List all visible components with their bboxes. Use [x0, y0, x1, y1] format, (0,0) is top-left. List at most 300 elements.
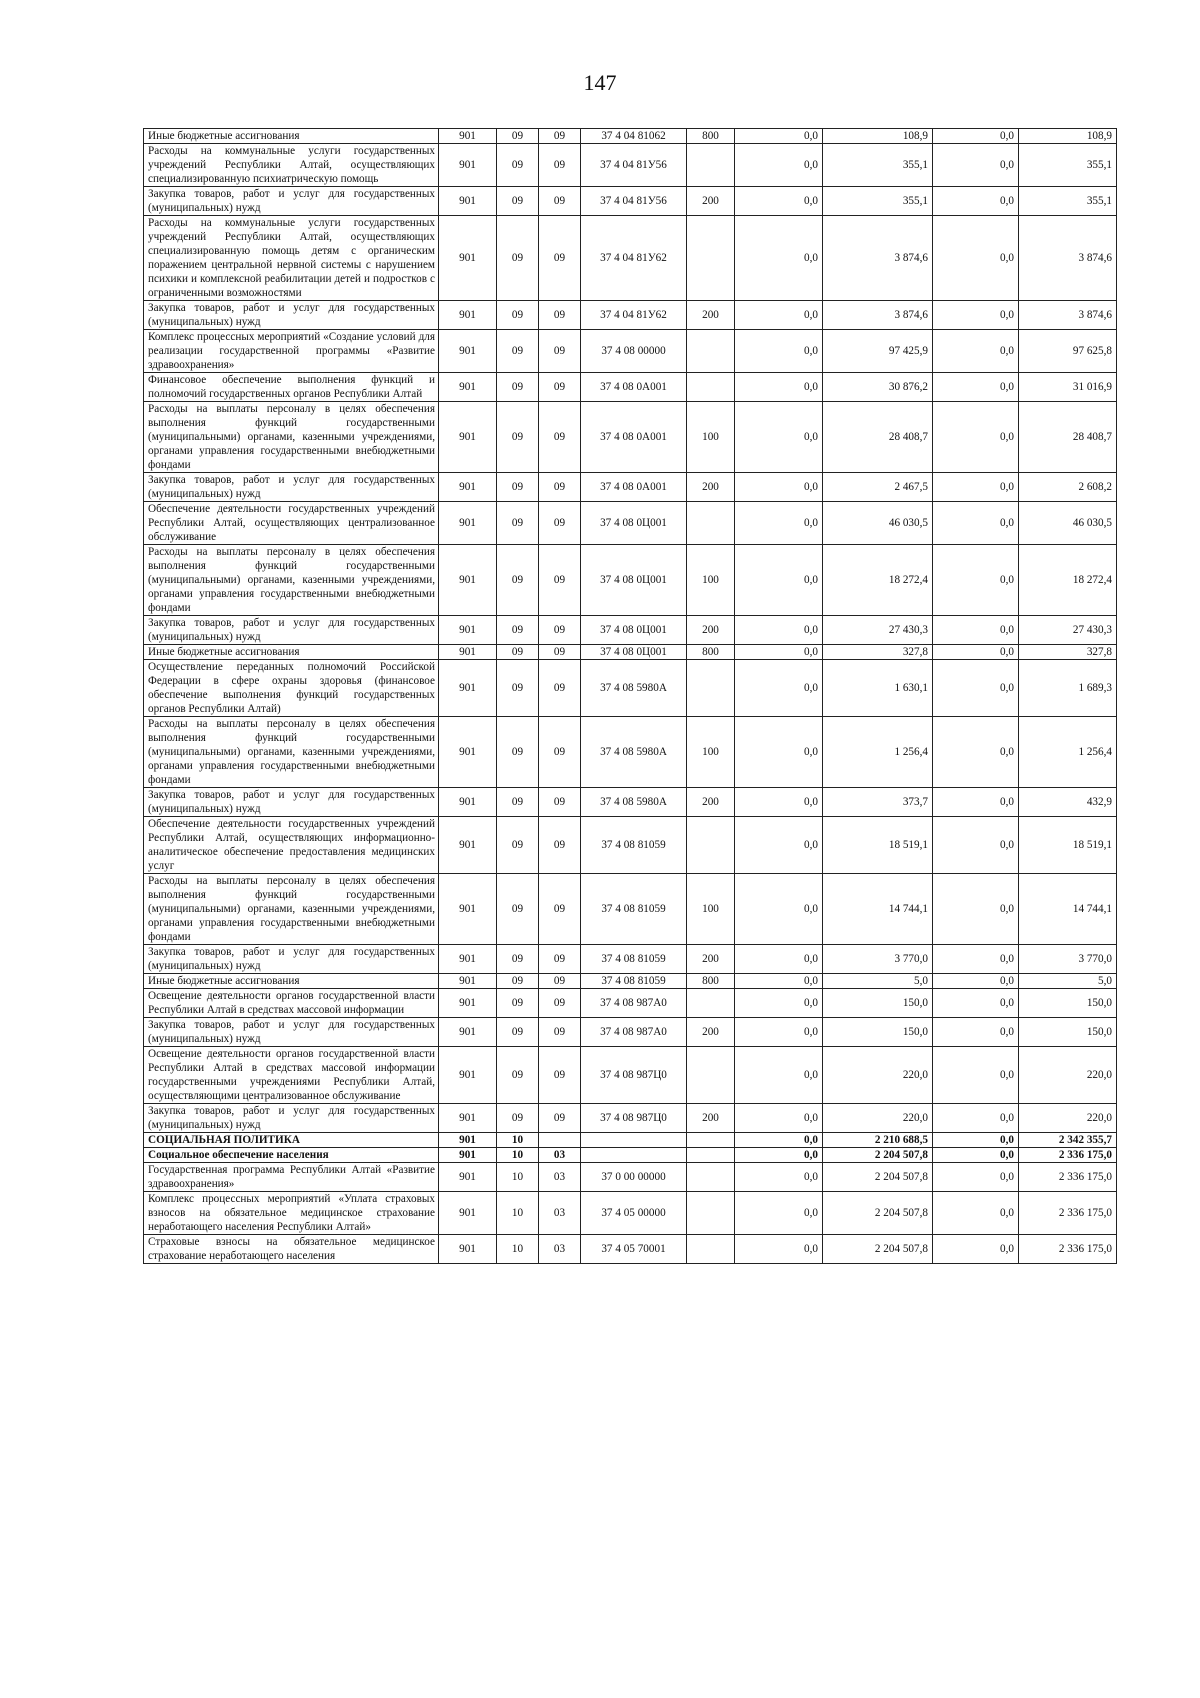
- table-row: [144, 1163, 1117, 1192]
- cell-grbs: 901: [439, 402, 497, 473]
- cell-section: 09: [497, 144, 539, 187]
- cell-expense-type: [687, 216, 735, 301]
- cell-section: 09: [497, 817, 539, 874]
- cell-expense-type: 200: [687, 473, 735, 502]
- cell-amount-4: 3 874,6: [1019, 301, 1117, 330]
- cell-target-article: 37 4 08 987Ц0: [581, 1047, 687, 1104]
- cell-grbs: 901: [439, 545, 497, 616]
- cell-name: Закупка товаров, работ и услуг для государственных (муниципальных) нужд: [144, 187, 439, 216]
- table-row: [144, 187, 1117, 216]
- cell-amount-3: 0,0: [933, 645, 1019, 660]
- cell-section: 10: [497, 1235, 539, 1264]
- table-row: [144, 301, 1117, 330]
- table-row: [144, 1235, 1117, 1264]
- cell-amount-3: 0,0: [933, 502, 1019, 545]
- cell-target-article: 37 4 05 00000: [581, 1192, 687, 1235]
- cell-expense-type: [687, 144, 735, 187]
- cell-name: Обеспечение деятельности государственных учреждений Республики Алтай, осуществляющих информационно-аналитическое обеспечение предоставления медицинских услуг: [144, 817, 439, 874]
- cell-name: Социальное обеспечение населения: [144, 1148, 439, 1163]
- cell-section: 09: [497, 216, 539, 301]
- cell-amount-3: 0,0: [933, 1192, 1019, 1235]
- cell-section: 09: [497, 301, 539, 330]
- cell-amount-3: 0,0: [933, 945, 1019, 974]
- cell-amount-3: 0,0: [933, 1148, 1019, 1163]
- cell-amount-4: 18 272,4: [1019, 545, 1117, 616]
- cell-amount-2: 1 256,4: [823, 717, 933, 788]
- cell-section: 09: [497, 373, 539, 402]
- cell-amount-4: 2 342 355,7: [1019, 1133, 1117, 1148]
- cell-subsection: 03: [539, 1163, 581, 1192]
- cell-amount-1: 0,0: [735, 216, 823, 301]
- cell-amount-1: 0,0: [735, 1192, 823, 1235]
- cell-grbs: 901: [439, 187, 497, 216]
- cell-amount-1: 0,0: [735, 645, 823, 660]
- cell-amount-2: 5,0: [823, 974, 933, 989]
- cell-name: Закупка товаров, работ и услуг для государственных (муниципальных) нужд: [144, 788, 439, 817]
- cell-grbs: 901: [439, 660, 497, 717]
- cell-amount-2: 18 519,1: [823, 817, 933, 874]
- cell-target-article: 37 4 08 0Ц001: [581, 616, 687, 645]
- table-row: [144, 144, 1117, 187]
- cell-amount-2: 2 204 507,8: [823, 1192, 933, 1235]
- cell-amount-1: 0,0: [735, 502, 823, 545]
- table-row: [144, 717, 1117, 788]
- cell-target-article: 37 4 04 81У62: [581, 216, 687, 301]
- table-row: [144, 502, 1117, 545]
- cell-amount-2: 2 210 688,5: [823, 1133, 933, 1148]
- cell-expense-type: [687, 1235, 735, 1264]
- cell-grbs: 901: [439, 874, 497, 945]
- cell-grbs: 901: [439, 216, 497, 301]
- cell-amount-4: 97 625,8: [1019, 330, 1117, 373]
- cell-amount-2: 3 770,0: [823, 945, 933, 974]
- cell-section: 10: [497, 1163, 539, 1192]
- cell-grbs: 901: [439, 616, 497, 645]
- cell-amount-1: 0,0: [735, 717, 823, 788]
- cell-grbs: 901: [439, 788, 497, 817]
- cell-amount-3: 0,0: [933, 1104, 1019, 1133]
- cell-target-article: 37 4 08 0Ц001: [581, 545, 687, 616]
- cell-section: 09: [497, 717, 539, 788]
- cell-amount-2: 30 876,2: [823, 373, 933, 402]
- cell-expense-type: [687, 1192, 735, 1235]
- cell-name: Финансовое обеспечение выполнения функций и полномочий государственных органов Республики Алтай: [144, 373, 439, 402]
- cell-amount-1: 0,0: [735, 1104, 823, 1133]
- cell-section: 09: [497, 502, 539, 545]
- table-row: [144, 817, 1117, 874]
- cell-amount-2: 220,0: [823, 1047, 933, 1104]
- cell-subsection: 09: [539, 616, 581, 645]
- cell-amount-3: 0,0: [933, 402, 1019, 473]
- cell-expense-type: [687, 660, 735, 717]
- cell-expense-type: 800: [687, 974, 735, 989]
- cell-amount-3: 0,0: [933, 660, 1019, 717]
- cell-amount-2: 108,9: [823, 129, 933, 144]
- cell-amount-2: 355,1: [823, 144, 933, 187]
- cell-amount-4: 28 408,7: [1019, 402, 1117, 473]
- cell-amount-1: 0,0: [735, 817, 823, 874]
- cell-grbs: 901: [439, 473, 497, 502]
- cell-amount-4: 1 256,4: [1019, 717, 1117, 788]
- cell-amount-3: 0,0: [933, 545, 1019, 616]
- cell-subsection: 09: [539, 645, 581, 660]
- cell-grbs: 901: [439, 817, 497, 874]
- table-row: [144, 402, 1117, 473]
- table-row: [144, 974, 1117, 989]
- table-row: [144, 1148, 1117, 1163]
- cell-amount-3: 0,0: [933, 717, 1019, 788]
- cell-target-article: 37 4 08 5980А: [581, 788, 687, 817]
- table-row: [144, 874, 1117, 945]
- cell-expense-type: [687, 817, 735, 874]
- table-row: [144, 545, 1117, 616]
- cell-amount-1: 0,0: [735, 1018, 823, 1047]
- table-row: [144, 945, 1117, 974]
- cell-grbs: 901: [439, 330, 497, 373]
- cell-expense-type: 800: [687, 645, 735, 660]
- cell-amount-3: 0,0: [933, 301, 1019, 330]
- cell-amount-4: 150,0: [1019, 989, 1117, 1018]
- cell-expense-type: [687, 330, 735, 373]
- cell-expense-type: [687, 502, 735, 545]
- cell-subsection: 09: [539, 402, 581, 473]
- cell-name: Закупка товаров, работ и услуг для государственных (муниципальных) нужд: [144, 473, 439, 502]
- cell-name: Комплекс процессных мероприятий «Уплата страховых взносов на обязательное медицинское страхование неработающего населения Республики Алтай»: [144, 1192, 439, 1235]
- cell-name: Комплекс процессных мероприятий «Создание условий для реализации государственной программы «Развитие здравоохранения»: [144, 330, 439, 373]
- cell-grbs: 901: [439, 645, 497, 660]
- table-row: [144, 660, 1117, 717]
- cell-amount-4: 31 016,9: [1019, 373, 1117, 402]
- cell-subsection: 09: [539, 660, 581, 717]
- cell-expense-type: 100: [687, 402, 735, 473]
- cell-section: 09: [497, 788, 539, 817]
- cell-section: 10: [497, 1148, 539, 1163]
- cell-name: Закупка товаров, работ и услуг для государственных (муниципальных) нужд: [144, 1018, 439, 1047]
- cell-section: 09: [497, 874, 539, 945]
- cell-amount-2: 97 425,9: [823, 330, 933, 373]
- cell-name: Государственная программа Республики Алтай «Развитие здравоохранения»: [144, 1163, 439, 1192]
- cell-amount-2: 3 874,6: [823, 301, 933, 330]
- budget-table-body: [144, 129, 1117, 1264]
- cell-subsection: 09: [539, 1018, 581, 1047]
- cell-name: Закупка товаров, работ и услуг для государственных (муниципальных) нужд: [144, 301, 439, 330]
- cell-target-article: 37 4 04 81У62: [581, 301, 687, 330]
- cell-amount-4: 220,0: [1019, 1104, 1117, 1133]
- cell-section: 09: [497, 945, 539, 974]
- cell-amount-4: 2 336 175,0: [1019, 1148, 1117, 1163]
- cell-subsection: 09: [539, 216, 581, 301]
- cell-grbs: 901: [439, 144, 497, 187]
- cell-amount-4: 355,1: [1019, 187, 1117, 216]
- cell-name: Иные бюджетные ассигнования: [144, 129, 439, 144]
- cell-subsection: 09: [539, 989, 581, 1018]
- cell-subsection: 09: [539, 717, 581, 788]
- cell-name: Расходы на выплаты персоналу в целях обеспечения выполнения функций государственными (муниципальными) органами, казенными учреждениями, органами управления государственными внебюджетными фондами: [144, 402, 439, 473]
- cell-amount-1: 0,0: [735, 1133, 823, 1148]
- cell-subsection: 09: [539, 974, 581, 989]
- cell-name: Расходы на коммунальные услуги государственных учреждений Республики Алтай, осуществляющих специализированную психиатрическую помощь: [144, 144, 439, 187]
- cell-amount-3: 0,0: [933, 129, 1019, 144]
- cell-grbs: 901: [439, 1235, 497, 1264]
- cell-target-article: 37 4 08 00000: [581, 330, 687, 373]
- cell-section: 09: [497, 660, 539, 717]
- cell-amount-1: 0,0: [735, 545, 823, 616]
- cell-grbs: 901: [439, 301, 497, 330]
- cell-section: 09: [497, 645, 539, 660]
- page-number: 147: [583, 70, 617, 95]
- cell-amount-2: 220,0: [823, 1104, 933, 1133]
- cell-amount-3: 0,0: [933, 1047, 1019, 1104]
- table-row: [144, 1018, 1117, 1047]
- cell-name: Расходы на коммунальные услуги государственных учреждений Республики Алтай, осуществляющих специализированную помощь детям с органическим поражением центральной нервной системы с нарушением психики и комплексной реабилитации детей и подростков с ограниченными возможностями: [144, 216, 439, 301]
- cell-target-article: 37 4 08 987А0: [581, 1018, 687, 1047]
- cell-section: 10: [497, 1192, 539, 1235]
- table-row: [144, 616, 1117, 645]
- cell-subsection: 09: [539, 874, 581, 945]
- cell-amount-4: 2 336 175,0: [1019, 1235, 1117, 1264]
- cell-grbs: 901: [439, 129, 497, 144]
- cell-amount-4: 2 608,2: [1019, 473, 1117, 502]
- cell-amount-2: 14 744,1: [823, 874, 933, 945]
- cell-amount-4: 2 336 175,0: [1019, 1192, 1117, 1235]
- cell-subsection: 09: [539, 301, 581, 330]
- cell-amount-1: 0,0: [735, 874, 823, 945]
- cell-amount-2: 327,8: [823, 645, 933, 660]
- table-row: [144, 216, 1117, 301]
- cell-section: 09: [497, 1104, 539, 1133]
- cell-amount-1: 0,0: [735, 1148, 823, 1163]
- cell-amount-2: 150,0: [823, 1018, 933, 1047]
- cell-amount-4: 220,0: [1019, 1047, 1117, 1104]
- cell-amount-4: 3 770,0: [1019, 945, 1117, 974]
- cell-amount-1: 0,0: [735, 473, 823, 502]
- cell-amount-1: 0,0: [735, 945, 823, 974]
- cell-grbs: 901: [439, 945, 497, 974]
- cell-amount-2: 2 204 507,8: [823, 1235, 933, 1264]
- cell-expense-type: [687, 1163, 735, 1192]
- cell-target-article: 37 4 04 81У56: [581, 144, 687, 187]
- cell-amount-4: 27 430,3: [1019, 616, 1117, 645]
- cell-name: СОЦИАЛЬНАЯ ПОЛИТИКА: [144, 1133, 439, 1148]
- cell-amount-4: 108,9: [1019, 129, 1117, 144]
- cell-amount-2: 373,7: [823, 788, 933, 817]
- cell-amount-3: 0,0: [933, 144, 1019, 187]
- cell-subsection: 09: [539, 473, 581, 502]
- cell-target-article: 37 4 05 70001: [581, 1235, 687, 1264]
- cell-target-article: 37 4 08 81059: [581, 945, 687, 974]
- cell-grbs: 901: [439, 1148, 497, 1163]
- table-row: [144, 473, 1117, 502]
- cell-section: 09: [497, 402, 539, 473]
- cell-subsection: 09: [539, 1104, 581, 1133]
- cell-name: Расходы на выплаты персоналу в целях обеспечения выполнения функций государственными (муниципальными) органами, казенными учреждениями, органами управления государственными внебюджетными фондами: [144, 717, 439, 788]
- cell-amount-3: 0,0: [933, 330, 1019, 373]
- cell-amount-1: 0,0: [735, 373, 823, 402]
- budget-table: [143, 128, 1117, 1264]
- cell-target-article: 37 4 08 5980А: [581, 660, 687, 717]
- table-row: [144, 1047, 1117, 1104]
- cell-expense-type: 100: [687, 717, 735, 788]
- cell-grbs: 901: [439, 1133, 497, 1148]
- cell-grbs: 901: [439, 1018, 497, 1047]
- cell-amount-3: 0,0: [933, 1163, 1019, 1192]
- table-row: [144, 129, 1117, 144]
- cell-expense-type: [687, 989, 735, 1018]
- cell-grbs: 901: [439, 717, 497, 788]
- cell-target-article: 37 4 08 81059: [581, 817, 687, 874]
- cell-expense-type: 200: [687, 788, 735, 817]
- cell-name: Освещение деятельности органов государственной власти Республики Алтай в средствах массовой информации: [144, 989, 439, 1018]
- cell-expense-type: [687, 1047, 735, 1104]
- cell-amount-3: 0,0: [933, 187, 1019, 216]
- cell-amount-4: 14 744,1: [1019, 874, 1117, 945]
- cell-name: Иные бюджетные ассигнования: [144, 645, 439, 660]
- cell-subsection: 09: [539, 144, 581, 187]
- cell-target-article: 37 4 08 987А0: [581, 989, 687, 1018]
- cell-grbs: 901: [439, 373, 497, 402]
- cell-target-article: 37 4 04 81062: [581, 129, 687, 144]
- cell-amount-2: 27 430,3: [823, 616, 933, 645]
- cell-section: 09: [497, 989, 539, 1018]
- cell-subsection: 09: [539, 817, 581, 874]
- cell-section: 09: [497, 129, 539, 144]
- cell-subsection: [539, 1133, 581, 1148]
- cell-section: 09: [497, 330, 539, 373]
- cell-amount-3: 0,0: [933, 817, 1019, 874]
- cell-amount-2: 2 467,5: [823, 473, 933, 502]
- cell-amount-2: 150,0: [823, 989, 933, 1018]
- cell-name: Страховые взносы на обязательное медицинское страхование неработающего населения: [144, 1235, 439, 1264]
- cell-amount-4: 46 030,5: [1019, 502, 1117, 545]
- cell-target-article: 37 4 08 0Ц001: [581, 645, 687, 660]
- cell-grbs: 901: [439, 989, 497, 1018]
- table-row: [144, 330, 1117, 373]
- cell-target-article: 37 4 08 81059: [581, 874, 687, 945]
- cell-amount-1: 0,0: [735, 989, 823, 1018]
- cell-amount-4: 5,0: [1019, 974, 1117, 989]
- cell-name: Освещение деятельности органов государственной власти Республики Алтай в средствах массовой информации государственными учреждениями Республики Алтай, осуществляющими централизованное обслуживание: [144, 1047, 439, 1104]
- table-row: [144, 1104, 1117, 1133]
- table-row: [144, 989, 1117, 1018]
- cell-target-article: 37 4 08 0А001: [581, 402, 687, 473]
- cell-amount-2: 1 630,1: [823, 660, 933, 717]
- cell-amount-4: 2 336 175,0: [1019, 1163, 1117, 1192]
- cell-name: Обеспечение деятельности государственных учреждений Республики Алтай, осуществляющих централизованное обслуживание: [144, 502, 439, 545]
- cell-amount-3: 0,0: [933, 373, 1019, 402]
- cell-section: 09: [497, 545, 539, 616]
- cell-amount-3: 0,0: [933, 1235, 1019, 1264]
- cell-amount-4: 355,1: [1019, 144, 1117, 187]
- cell-name: Расходы на выплаты персоналу в целях обеспечения выполнения функций государственными (муниципальными) органами, казенными учреждениями, органами управления государственными внебюджетными фондами: [144, 874, 439, 945]
- cell-expense-type: 200: [687, 301, 735, 330]
- cell-amount-4: 1 689,3: [1019, 660, 1117, 717]
- cell-target-article: 37 4 08 5980А: [581, 717, 687, 788]
- cell-subsection: 09: [539, 129, 581, 144]
- cell-target-article: 37 4 08 81059: [581, 974, 687, 989]
- cell-subsection: 09: [539, 788, 581, 817]
- cell-subsection: 03: [539, 1192, 581, 1235]
- cell-target-article: 37 4 08 987Ц0: [581, 1104, 687, 1133]
- cell-grbs: 901: [439, 502, 497, 545]
- cell-expense-type: [687, 373, 735, 402]
- table-row: [144, 1192, 1117, 1235]
- cell-amount-3: 0,0: [933, 616, 1019, 645]
- cell-target-article: 37 0 00 00000: [581, 1163, 687, 1192]
- cell-amount-1: 0,0: [735, 660, 823, 717]
- cell-section: 09: [497, 616, 539, 645]
- cell-subsection: 03: [539, 1235, 581, 1264]
- cell-expense-type: 100: [687, 874, 735, 945]
- cell-amount-3: 0,0: [933, 1018, 1019, 1047]
- cell-amount-2: 46 030,5: [823, 502, 933, 545]
- cell-amount-1: 0,0: [735, 788, 823, 817]
- cell-amount-1: 0,0: [735, 616, 823, 645]
- cell-amount-3: 0,0: [933, 788, 1019, 817]
- cell-expense-type: [687, 1133, 735, 1148]
- cell-amount-1: 0,0: [735, 1163, 823, 1192]
- cell-target-article: [581, 1148, 687, 1163]
- cell-amount-1: 0,0: [735, 187, 823, 216]
- cell-name: Иные бюджетные ассигнования: [144, 974, 439, 989]
- cell-amount-4: 432,9: [1019, 788, 1117, 817]
- table-row: [144, 645, 1117, 660]
- cell-amount-4: 150,0: [1019, 1018, 1117, 1047]
- cell-expense-type: [687, 1148, 735, 1163]
- cell-subsection: 09: [539, 187, 581, 216]
- cell-section: 09: [497, 473, 539, 502]
- cell-section: 10: [497, 1133, 539, 1148]
- cell-amount-3: 0,0: [933, 473, 1019, 502]
- cell-section: 09: [497, 1047, 539, 1104]
- cell-name: Расходы на выплаты персоналу в целях обеспечения выполнения функций государственными (муниципальными) органами, казенными учреждениями, органами управления государственными внебюджетными фондами: [144, 545, 439, 616]
- cell-amount-1: 0,0: [735, 402, 823, 473]
- cell-section: 09: [497, 1018, 539, 1047]
- cell-expense-type: 200: [687, 1018, 735, 1047]
- table-row: [144, 1133, 1117, 1148]
- cell-amount-1: 0,0: [735, 129, 823, 144]
- cell-section: 09: [497, 974, 539, 989]
- cell-expense-type: 100: [687, 545, 735, 616]
- cell-name: Закупка товаров, работ и услуг для государственных (муниципальных) нужд: [144, 616, 439, 645]
- cell-subsection: 09: [539, 373, 581, 402]
- cell-amount-2: 3 874,6: [823, 216, 933, 301]
- cell-amount-1: 0,0: [735, 330, 823, 373]
- cell-expense-type: 200: [687, 945, 735, 974]
- cell-expense-type: 200: [687, 187, 735, 216]
- cell-subsection: 09: [539, 330, 581, 373]
- cell-grbs: 901: [439, 1163, 497, 1192]
- cell-amount-4: 327,8: [1019, 645, 1117, 660]
- cell-expense-type: 200: [687, 1104, 735, 1133]
- cell-amount-2: 2 204 507,8: [823, 1148, 933, 1163]
- cell-grbs: 901: [439, 1047, 497, 1104]
- cell-grbs: 901: [439, 1104, 497, 1133]
- cell-name: Осуществление переданных полномочий Российской Федерации в сфере охраны здоровья (финансовое обеспечение выполнения функций государственных органов Республики Алтай): [144, 660, 439, 717]
- cell-amount-3: 0,0: [933, 974, 1019, 989]
- cell-amount-2: 2 204 507,8: [823, 1163, 933, 1192]
- cell-amount-3: 0,0: [933, 874, 1019, 945]
- cell-amount-3: 0,0: [933, 1133, 1019, 1148]
- cell-subsection: 09: [539, 1047, 581, 1104]
- cell-target-article: 37 4 08 0А001: [581, 473, 687, 502]
- cell-grbs: 901: [439, 1192, 497, 1235]
- cell-amount-2: 18 272,4: [823, 545, 933, 616]
- cell-subsection: 09: [539, 502, 581, 545]
- cell-subsection: 09: [539, 945, 581, 974]
- cell-amount-1: 0,0: [735, 301, 823, 330]
- cell-subsection: 09: [539, 545, 581, 616]
- cell-section: 09: [497, 187, 539, 216]
